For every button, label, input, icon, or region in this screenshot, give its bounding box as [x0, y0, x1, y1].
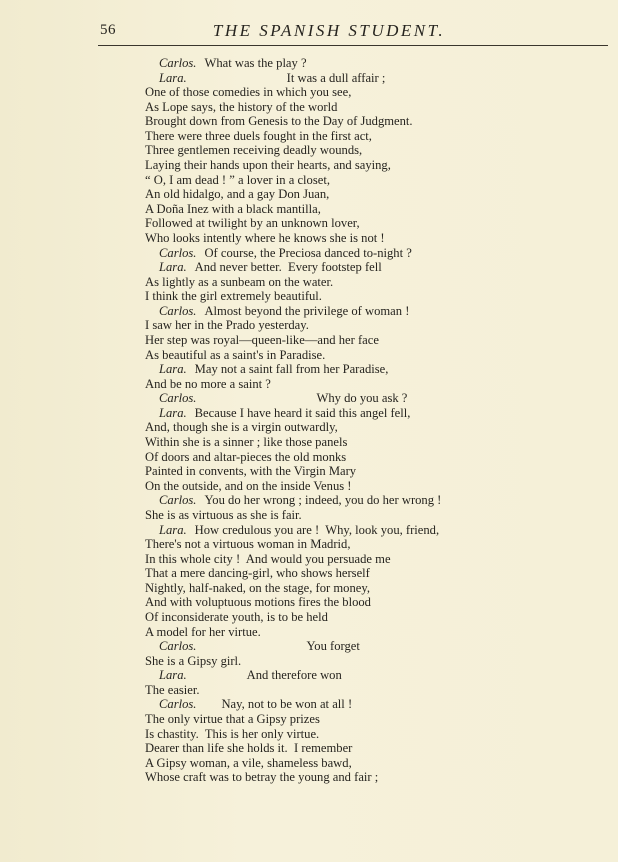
line-text: The easier. — [145, 682, 200, 697]
verse-line — [145, 537, 575, 552]
line-text: There were three duels fought in the first act, — [145, 128, 372, 143]
line-text: Her step was royal—queen-like—and her face — [145, 332, 379, 347]
verse-line — [145, 479, 575, 494]
verse-line — [145, 741, 575, 756]
line-text: As Lope says, the history of the world — [145, 99, 338, 114]
line-text: That a mere dancing-girl, who shows herself — [145, 566, 370, 581]
verse-line — [145, 493, 575, 508]
speaker-name: Lara. — [159, 668, 187, 683]
speaker-name: Carlos. — [159, 56, 197, 70]
verse-line — [145, 158, 575, 173]
speaker-name: Lara. — [159, 70, 187, 85]
verse-line — [145, 508, 575, 523]
speaker-name: Carlos. — [159, 245, 197, 260]
line-text: Is chastity. This is her only virtue. — [145, 726, 320, 741]
line-text: Whose craft was to betray the young and fair ; — [145, 770, 379, 785]
speaker-name: Carlos. — [159, 303, 197, 318]
line-text: Brought down from Genesis to the Day of Judgment. — [145, 114, 413, 129]
speaker-name: Lara. — [159, 522, 187, 537]
line-text: Almost beyond the privilege of woman ! — [204, 303, 410, 318]
line-text: And be no more a saint ? — [145, 376, 271, 391]
verse-line — [145, 129, 575, 144]
line-text: It was a dull affair ; — [286, 70, 386, 85]
line-text: Laying their hands upon their hearts, and saying, — [145, 158, 391, 173]
verse-line — [145, 318, 575, 333]
verse-line — [145, 56, 575, 71]
verse-line — [145, 362, 575, 377]
speaker-name: Carlos. — [159, 391, 197, 406]
verse-line — [145, 100, 575, 115]
line-text: May not a saint fall from her Paradise, — [194, 362, 389, 377]
verse-line — [145, 727, 575, 742]
speaker-name: Lara. — [159, 260, 187, 275]
line-text: How credulous you are ! Why, look you, friend, — [194, 522, 440, 537]
verse-line — [145, 639, 575, 654]
line-text: She is a Gipsy girl. — [145, 653, 242, 668]
line-text: A model for her virtue. — [145, 624, 261, 639]
verse-line — [145, 231, 575, 246]
page-number: 56 — [100, 22, 116, 38]
verse-line — [145, 756, 575, 771]
line-text: A Gipsy woman, a vile, shameless bawd, — [145, 755, 352, 770]
line-text: There's not a virtuous woman in Madrid, — [145, 537, 351, 552]
line-text: As beautiful as a saint's in Paradise. — [145, 347, 326, 362]
verse-line — [145, 216, 575, 231]
line-text: And therefore won — [246, 668, 342, 683]
verse-line — [145, 202, 575, 217]
line-text: Painted in convents, with the Virgin Mary — [145, 464, 357, 479]
line-text: Of doors and altar-pieces the old monks — [145, 449, 347, 464]
running-title: THE SPANISH STUDENT. — [212, 21, 446, 40]
verse-line — [145, 625, 575, 640]
line-text: Because I have heard it said this angel fell, — [194, 405, 411, 420]
verse-line — [145, 581, 575, 596]
verse-line — [145, 187, 575, 202]
line-text: Of course, the Preciosa danced to-night ? — [204, 245, 412, 260]
verse-body — [145, 56, 575, 785]
speaker-name: Carlos. — [159, 639, 197, 654]
speaker-name: Carlos. — [159, 493, 197, 508]
line-text: Three gentlemen receiving deadly wounds, — [145, 143, 363, 158]
speaker-name: Carlos. — [159, 697, 197, 712]
verse-line — [145, 770, 575, 785]
verse-line — [145, 391, 575, 406]
line-text: I think the girl extremely beautiful. — [145, 289, 322, 304]
verse-line — [145, 683, 575, 698]
line-text: Within she is a sinner ; like those panels — [145, 435, 348, 450]
verse-line — [145, 71, 575, 86]
line-text: And never better. Every footstep fell — [194, 260, 382, 275]
line-text: Why do you ask ? — [316, 391, 408, 406]
verse-line — [145, 435, 575, 450]
line-text: What was the play ? — [204, 56, 307, 70]
header-rule — [98, 45, 608, 46]
line-text: Of inconsiderate youth, is to be held — [145, 609, 328, 624]
line-text: Followed at twilight by an unknown lover, — [145, 216, 360, 231]
verse-line — [145, 523, 575, 538]
line-text: And with voluptuous motions fires the blood — [145, 595, 371, 610]
verse-line — [145, 697, 575, 712]
verse-line — [145, 143, 575, 158]
line-text: A Doña Inez with a black mantilla, — [145, 201, 321, 216]
verse-line — [145, 260, 575, 275]
line-text: In this whole city ! And would you persuade me — [145, 551, 391, 566]
verse-line — [145, 289, 575, 304]
verse-line — [145, 420, 575, 435]
line-text: An old hidalgo, and a gay Don Juan, — [145, 187, 330, 202]
verse-line — [145, 450, 575, 465]
line-text: She is as virtuous as she is fair. — [145, 507, 302, 522]
line-text: And, though she is a virgin outwardly, — [145, 420, 338, 435]
verse-line — [145, 377, 575, 392]
verse-line — [145, 348, 575, 363]
speaker-name: Lara. — [159, 362, 187, 377]
verse-line — [145, 464, 575, 479]
verse-line — [145, 304, 575, 319]
line-text: You forget — [306, 639, 360, 654]
verse-line — [145, 114, 575, 129]
verse-line — [145, 406, 575, 421]
speaker-name: Lara. — [159, 405, 187, 420]
verse-line — [145, 85, 575, 100]
line-text: The only virtue that a Gipsy prizes — [145, 712, 320, 727]
verse-line — [145, 712, 575, 727]
verse-line — [145, 246, 575, 261]
verse-line — [145, 566, 575, 581]
line-text: “ O, I am dead ! ” a lover in a closet, — [145, 172, 330, 187]
verse-line — [145, 668, 575, 683]
verse-line — [145, 610, 575, 625]
line-text: I saw her in the Prado yesterday. — [145, 318, 309, 333]
verse-line — [145, 595, 575, 610]
line-text: Who looks intently where he knows she is not ! — [145, 230, 385, 245]
line-text: One of those comedies in which you see, — [145, 85, 352, 100]
verse-line — [145, 654, 575, 669]
line-text: Nightly, half-naked, on the stage, for money, — [145, 580, 370, 595]
line-text: Nay, not to be won at all ! — [221, 697, 353, 712]
line-text: You do her wrong ; indeed, you do her wrong ! — [204, 493, 442, 508]
verse-line — [145, 333, 575, 348]
verse-line — [145, 552, 575, 567]
line-text: Dearer than life she holds it. I remember — [145, 741, 353, 756]
verse-line — [145, 173, 575, 188]
line-text: On the outside, and on the inside Venus ! — [145, 478, 352, 493]
line-text: As lightly as a sunbeam on the water. — [145, 274, 334, 289]
verse-line — [145, 275, 575, 290]
